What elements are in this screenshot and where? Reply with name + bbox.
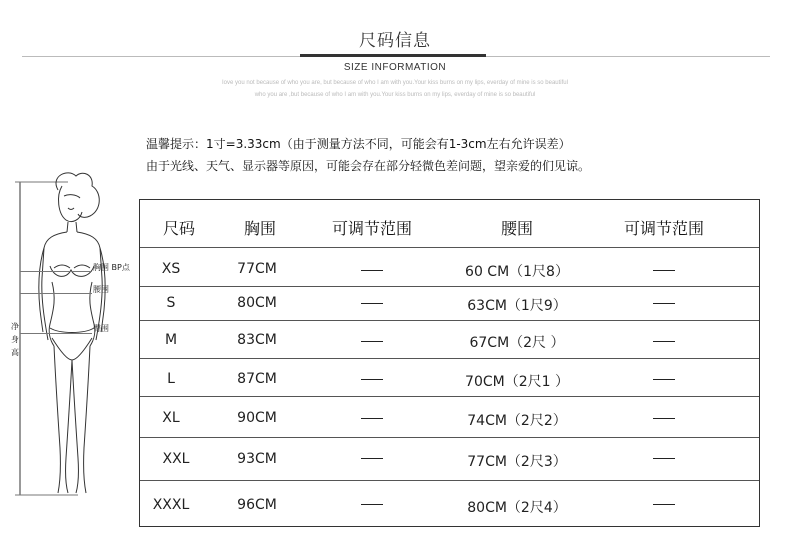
chest-cell: 87CM	[237, 371, 277, 387]
chest-measure-line	[20, 271, 92, 272]
header-size: 尺码	[162, 219, 195, 238]
waist-adjustable-dash	[653, 341, 675, 342]
body-figure-illustration	[10, 168, 142, 508]
chest-adjustable-dash	[361, 458, 383, 459]
chest-cell: 96CM	[237, 497, 277, 513]
waist-measure-line	[20, 293, 92, 294]
size-cell: L	[167, 371, 175, 387]
color-note: 由于光线、天气、显示器等原因，可能会存在部分轻微色差问题，望亲爱的们见谅。	[146, 159, 591, 173]
waist-cell: 70CM（2尺1 ）	[465, 374, 569, 390]
size-cell: XXL	[162, 451, 190, 467]
chest-cell: 77CM	[237, 261, 277, 277]
height-label: 净身高	[11, 322, 19, 357]
row-divider	[140, 358, 759, 359]
size-cell: M	[164, 332, 178, 348]
size-table	[139, 199, 760, 527]
row-divider	[140, 480, 759, 481]
hip-measure-line	[20, 333, 92, 334]
waist-cell: 80CM（2尺4）	[467, 500, 567, 516]
waist-label: 腰围	[93, 285, 109, 294]
waist-cell: 63CM（1尺9）	[467, 298, 567, 314]
tagline-line-2: who you are ,but because of who I am with you.Your kiss burns on my lips, everday of mine is so beautiful	[254, 92, 536, 98]
chest-adjustable-dash	[361, 303, 383, 304]
waist-cell: 67CM（2尺 ）	[469, 335, 565, 351]
hip-label: 臀围	[93, 324, 109, 333]
waist-adjustable-dash	[653, 270, 675, 271]
header-waist-adjustable: 可调节范围	[623, 219, 704, 238]
size-cell: S	[166, 295, 176, 311]
page-subtitle: SIZE INFORMATION	[343, 62, 447, 73]
row-divider	[140, 247, 759, 248]
header-chest-adjustable: 可调节范围	[331, 219, 412, 238]
chest-cell: 93CM	[237, 451, 277, 467]
waist-cell: 74CM（2尺2）	[467, 413, 567, 429]
row-divider	[140, 396, 759, 397]
waist-adjustable-dash	[653, 303, 675, 304]
size-cell: XXXL	[152, 497, 190, 513]
chest-adjustable-dash	[361, 418, 383, 419]
waist-cell: 60 CM（1尺8）	[465, 264, 569, 280]
waist-adjustable-dash	[653, 504, 675, 505]
size-cell: XL	[162, 410, 180, 426]
waist-adjustable-dash	[653, 418, 675, 419]
row-divider	[140, 437, 759, 438]
header-chest: 胸围	[243, 219, 276, 238]
page-title: 尺码信息	[359, 31, 431, 51]
measurement-note: 温馨提示：1寸=3.33cm（由于测量方法不同，可能会有1-3cm左右允许误差）	[146, 137, 571, 151]
waist-adjustable-dash	[653, 379, 675, 380]
chest-cell: 80CM	[237, 295, 277, 311]
row-divider	[140, 286, 759, 287]
header-waist: 腰围	[500, 219, 533, 238]
size-cell: XS	[161, 261, 181, 277]
chest-adjustable-dash	[361, 379, 383, 380]
chest-adjustable-dash	[361, 270, 383, 271]
waist-adjustable-dash	[653, 458, 675, 459]
tagline-line-1: Iove you not because of who you are, but because of who I am with you.Your kiss burns on my lips, everday of mine is so beautiful	[222, 80, 568, 86]
chest-cell: 83CM	[237, 332, 277, 348]
row-divider	[140, 320, 759, 321]
chest-label: 胸围 BP点	[93, 263, 130, 272]
chest-adjustable-dash	[361, 341, 383, 342]
chest-adjustable-dash	[361, 504, 383, 505]
chest-cell: 90CM	[237, 410, 277, 426]
title-divider-accent	[300, 54, 486, 57]
waist-cell: 77CM（2尺3）	[467, 454, 567, 470]
